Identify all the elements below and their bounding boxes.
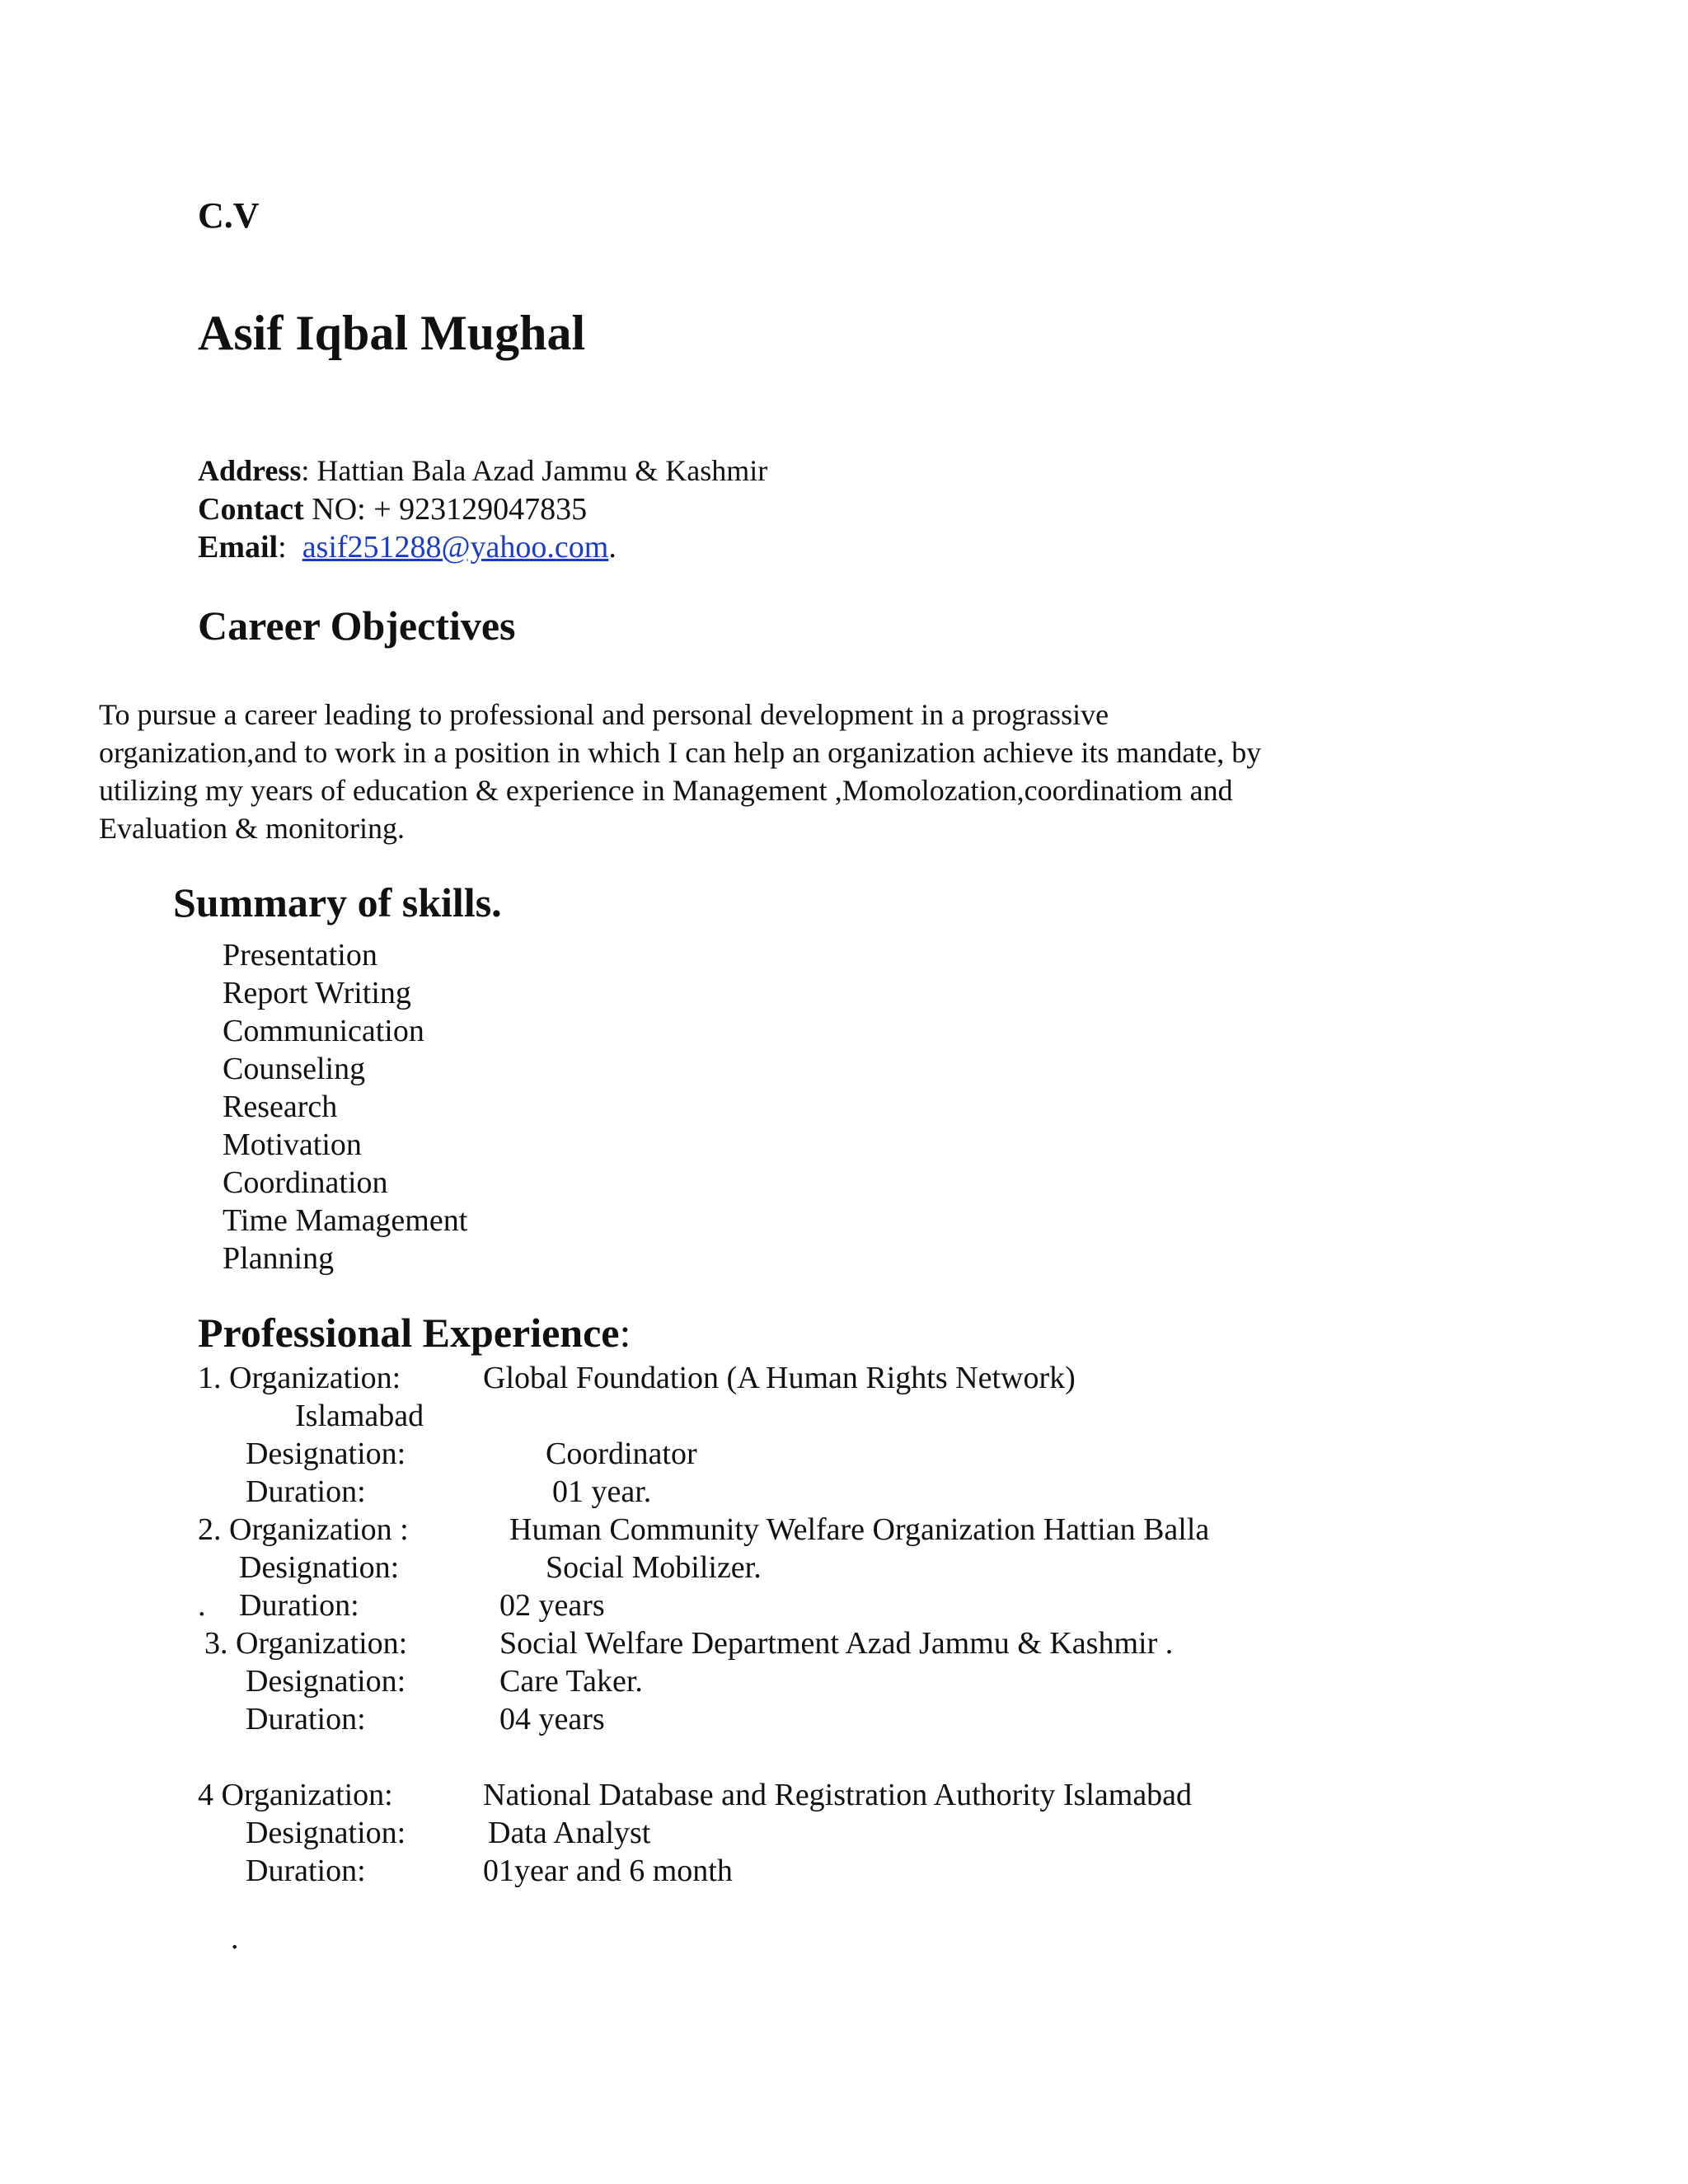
job-3-duration-label: Duration: <box>246 1702 366 1736</box>
experience-heading <box>198 1309 631 1357</box>
job-4-org-value: National Database and Registration Authority Islamabad <box>483 1778 1193 1812</box>
experience-heading-text: Professional Experience <box>198 1310 620 1356</box>
skills-heading: Summary of skills. <box>173 879 502 926</box>
career-objectives-heading: Career Objectives <box>198 602 516 649</box>
address-line: Address: Hattian Bala Azad Jammu & Kashmir <box>198 454 768 487</box>
job-2-org-value: Human Community Welfare Organization Hattian Balla <box>509 1512 1210 1547</box>
document-title: C.V <box>198 195 260 236</box>
job-3-org-label: 3. Organization: <box>204 1626 408 1661</box>
job-3-designation-label: Designation: <box>246 1664 406 1699</box>
job-3-duration-value: 04 years <box>499 1702 605 1736</box>
job-2-designation-value: Social Mobilizer. <box>546 1550 762 1585</box>
job-2-duration-prefix: . <box>198 1588 206 1623</box>
job-1-designation-value: Coordinator <box>546 1436 697 1471</box>
job-3-designation-value: Care Taker. <box>499 1664 643 1699</box>
job-2-duration-label: Duration: <box>239 1588 359 1623</box>
skill-item: Communication <box>223 1014 424 1048</box>
job-2-duration-value: 02 years <box>499 1588 605 1623</box>
skill-item: Research <box>223 1090 338 1124</box>
skill-item: Presentation <box>223 938 377 972</box>
skill-item: Coordination <box>223 1165 388 1200</box>
email-suffix: . <box>608 530 617 565</box>
job-4-designation-value: Data Analyst <box>488 1816 651 1850</box>
job-2-designation-label: Designation: <box>239 1550 400 1585</box>
job-1-org-value-cont: Islamabad <box>295 1399 424 1433</box>
contact-value: NO: + 923129047835 <box>312 492 588 527</box>
objective-line: To pursue a career leading to professional and personal development in a prograssive <box>99 698 1109 731</box>
skill-item: Planning <box>223 1241 335 1276</box>
objective-line: utilizing my years of education & experience in Management ,Momolozation,coordinatiom and <box>99 774 1233 807</box>
address-label: Address <box>198 454 302 487</box>
trailing-mark: . <box>231 1921 239 1956</box>
job-2-org-label: 2. Organization : <box>198 1512 409 1547</box>
skills-list <box>223 936 467 1277</box>
candidate-name: Asif Iqbal Mughal <box>198 306 586 360</box>
job-1-org-label: 1. Organization: <box>198 1361 401 1395</box>
objective-line: Evaluation & monitoring. <box>99 812 405 845</box>
contact-label: Contact <box>198 492 304 527</box>
career-objectives-text <box>99 696 1401 847</box>
contact-line <box>198 491 587 527</box>
address-value: Hattian Bala Azad Jammu & Kashmir <box>316 454 768 487</box>
email-label: Email <box>198 530 279 565</box>
job-1-org-value: Global Foundation (A Human Rights Network) <box>483 1361 1076 1395</box>
job-4-designation-label: Designation: <box>246 1816 406 1850</box>
email-line: Email: asif251288@yahoo.com. <box>198 530 617 565</box>
job-4-duration-value: 01year and 6 month <box>483 1854 733 1888</box>
skill-item: Counseling <box>223 1052 366 1086</box>
job-1-designation-label: Designation: <box>246 1436 406 1471</box>
skill-item: Motivation <box>223 1127 362 1162</box>
job-1-duration-value: 01 year. <box>552 1474 652 1509</box>
skill-item: Report Writing <box>223 976 411 1010</box>
experience-heading-suffix: : <box>619 1310 631 1356</box>
objective-line: organization,and to work in a position in which I can help an organization achieve its mandate, by <box>99 736 1262 769</box>
job-4-duration-label: Duration: <box>246 1854 366 1888</box>
job-3-org-value: Social Welfare Department Azad Jammu & Kashmir . <box>499 1626 1174 1661</box>
skill-item: Time Mamagement <box>223 1203 468 1238</box>
job-1-duration-label: Duration: <box>246 1474 366 1509</box>
email-link[interactable]: asif251288@yahoo.com <box>302 530 609 565</box>
job-4-org-label: 4 Organization: <box>198 1778 393 1812</box>
